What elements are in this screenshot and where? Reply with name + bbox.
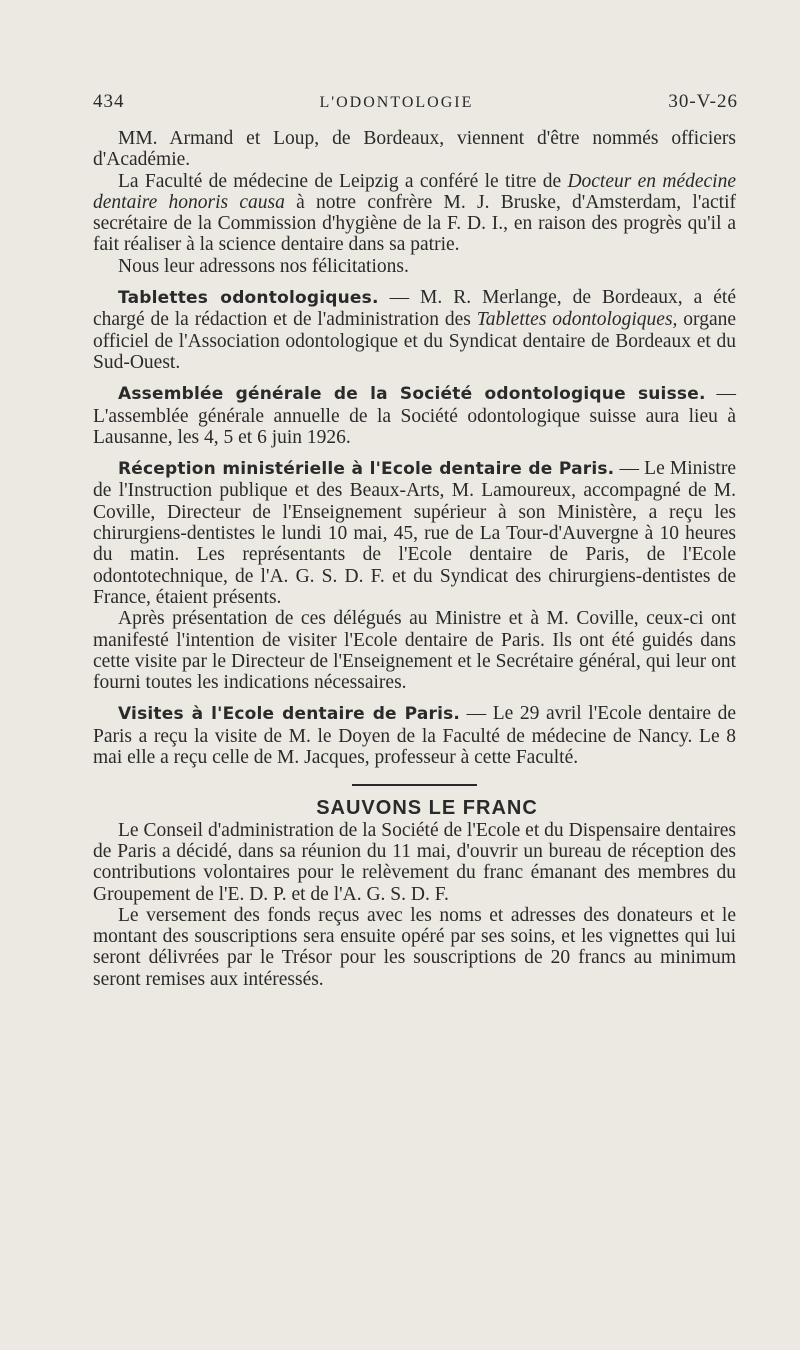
paragraph-leipzig [93, 171, 736, 256]
page-number: 434 [93, 91, 125, 112]
running-header [93, 91, 738, 113]
section-title: SAUVONS LE FRANC [316, 797, 538, 820]
paragraph-nominations: MM. Armand et Loup, de Bordeaux, viennent d'être nommés officiers d'Académie. [93, 128, 736, 171]
article-body [93, 128, 736, 990]
paragraph-heading: Assemblée générale de la Société odontologique suisse. [118, 384, 706, 405]
paragraph-text: — Le 29 avril l'Ecole dentaire de Paris a reçu la visite de M. le Doyen de la Faculté de médecine de Nancy. Le 8 mai elle a reçu celle de M. Jacques, professeur à cette Faculté. [93, 703, 736, 769]
paragraph-heading: Visites à l'Ecole dentaire de Paris. [118, 704, 461, 725]
paragraph-reception [93, 458, 736, 608]
paragraph-heading: Tablettes odontologiques. [118, 288, 379, 309]
paragraph-versement: Le versement des fonds reçus avec les noms et adresses des donateurs et le montant des souscriptions sera ensuite opéré par ses soins, et les vignettes qui lui seront délivrées par le Trésor pour les souscriptions de 20 francs au minimum seront remises aux intéressés. [93, 904, 736, 990]
paragraph-assemblee [93, 383, 736, 448]
paragraph-text: — Le Ministre de l'Instruction publique et des Beaux-Arts, M. Lamoureux, accompagné de M. Coville, Directeur de l'Enseignement supérieur à son Ministère, a reçu les chirurgiens-dentistes le lundi 10 mai, 45, rue de La Tour-d'Auvergne à 10 heures du matin. Les représentants de l'Ecole dentaire de Paris, de l'Ecole odontotechnique, de l'A. G. S. D. F. et du Syndicat des chirurgiens-dentistes de France, étaient présents. [93, 458, 736, 608]
paragraph-text: — M. R. Merlange, de Bordeaux, a été chargé de la rédaction et de l'administration des [93, 287, 736, 331]
degree-title: Docteur en médecine dentaire honoris causa [93, 170, 736, 213]
issue-date: 30-V-26 [668, 91, 738, 112]
publication-title: Tablettes odontologiques, [476, 309, 678, 331]
paragraph-visite-ministre: Après présentation de ces délégués au Ministre et à M. Coville, ceux-ci ont manifesté l'intention de visiter l'Ecole dentaire de Paris. Ils ont été guidés dans cette visite par le Directeur de l'Enseignement et le Secrétaire général, qui leur ont fourni toutes les indications nécessaires. [93, 608, 736, 694]
section-divider [352, 784, 477, 786]
paragraph-text: organe officiel de l'Association odontologique et du Syndicat dentaire de Bordeaux et du Sud-Ouest. [93, 309, 736, 373]
paragraph-text: — L'assemblée générale annuelle de la Société odontologique suisse aura lieu à Lausanne, les 4, 5 et 6 juin 1926. [93, 383, 737, 448]
paragraph-text: à notre confrère M. J. Bruske, d'Amsterdam, l'actif secrétaire de la Commission d'hygiène de la F. D. I., en raison des progrès qu'il a fait réaliser à la science dentaire dans sa patrie. [93, 191, 736, 256]
paragraph-text: La Faculté de médecine de Leipzig a conféré le titre de [118, 170, 568, 192]
paragraph-conseil: Le Conseil d'administration de la Société de l'Ecole et du Dispensaire dentaires de Paris a décidé, dans sa réunion du 11 mai, d'ouvrir un bureau de réception des contributions volontaires pour le relèvement du franc émanant des membres du Groupement de l'E. D. P. et de l'A. G. S. D. F. [93, 819, 736, 905]
paragraph-felicitations: Nous leur adressons nos félicitations. [118, 255, 409, 277]
paragraph-tablettes [93, 287, 736, 373]
paragraph-heading: Réception ministérielle à l'Ecole dentaire de Paris. [118, 459, 615, 480]
paragraph-visites [93, 703, 736, 768]
journal-title: L'ODONTOLOGIE [319, 94, 474, 111]
